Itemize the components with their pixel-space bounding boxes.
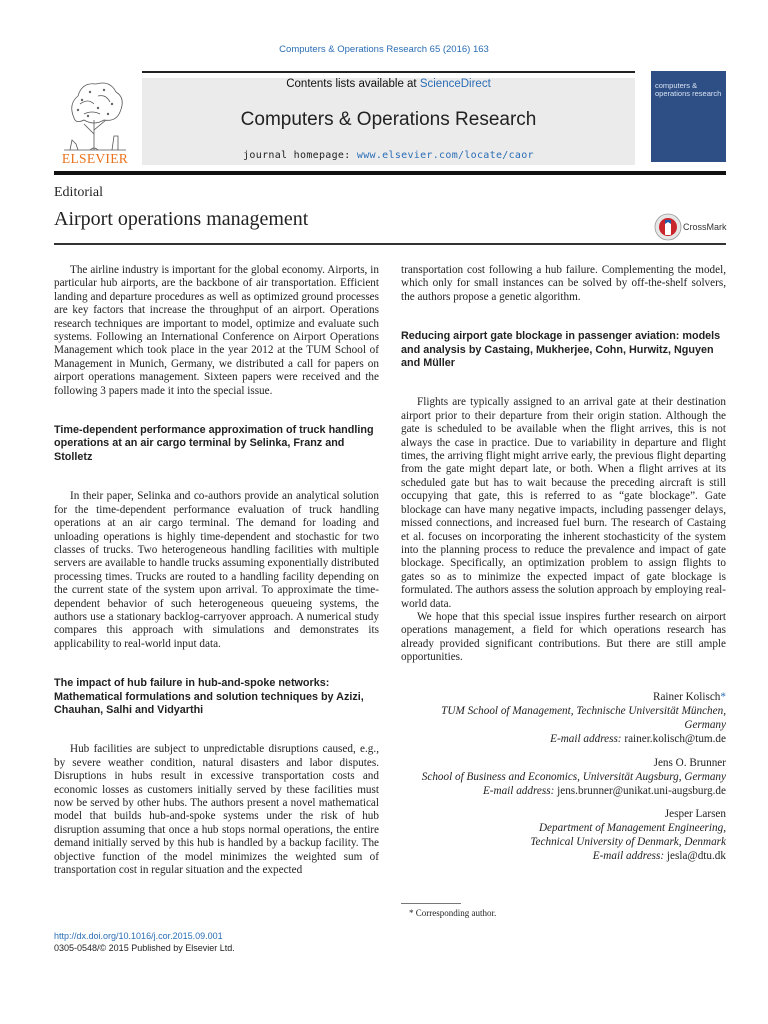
author-affiliation-country: Technical University of Denmark, Denmark <box>530 836 726 848</box>
section-heading-hub-failure: The impact of hub failure in hub-and-spoke networks: Mathematical formulations and solution techniques by Azizi, Chauhan, Salhi and Vidyarthi <box>54 677 364 716</box>
signature-larsen <box>401 807 726 863</box>
closing-paragraph: We hope that this special issue inspires further research on airport operations management, a field for which operations research has already provided significant contributions. But there are still ample opportunities. <box>401 610 726 664</box>
contents-line <box>142 78 635 90</box>
journal-name: Computers & Operations Research <box>240 109 537 130</box>
author-name: Jesper Larsen <box>664 808 726 820</box>
left-column <box>54 264 379 877</box>
author-email[interactable]: jesla@dtu.dk <box>666 850 726 862</box>
doi-link[interactable]: http://dx.doi.org/10.1016/j.cor.2015.09.001 <box>54 931 223 941</box>
contents-prefix: Contents lists available at <box>286 78 420 90</box>
right-column <box>401 264 726 665</box>
section-heading-gate-blockage: Reducing airport gate blockage in passenger aviation: models and analysis by Castaing, Mukherjee, Cohn, Hurwitz, Nguyen and Müller <box>401 330 721 370</box>
journal-homepage <box>142 150 635 161</box>
intro-paragraph: The airline industry is important for the global economy. Airports, in particular hub airports, are the backbone of air transportation. Efficient landing and departure procedures as well as optimized ground processes are key factors that increase the throughput of an airport. Operations research techniques are important to model, optimize and evaluate such systems. Following an International Conference on Airport Operations Management which took place in the year 2012 at the TUM School of Management in Munich, Germany, we distributed a call for papers on airport operations management. Sixteen papers were received and the following 3 papers made it into the special issue. <box>54 264 379 397</box>
title-rule <box>54 243 726 245</box>
journal-cover-title: computers & operations research <box>655 81 722 98</box>
author-email[interactable]: rainer.kolisch@tum.de <box>624 733 726 745</box>
author-email[interactable]: jens.brunner@unikat.uni-augsburg.de <box>557 785 726 797</box>
section-text-gate-blockage: Flights are typically assigned to an arrival gate at their destination airport prior to their departure from their origin station. Although the gate is scheduled to be available when the flight arrives, this is not always the case in practice. Due to variability in departure and flight times, the arriving flight might arrive early, the previous flight departing from the gate might depart late, or both. When a flight arrives at its scheduled gate but has to wait because the preceding aircraft is still occupying that gate, this is referred to as “gate blockage”. Gate blockage can have many negative impacts, including passenger delays, missed connections, and increased fuel burn. The research of Castaing et al. focuses on incorporating the inherent stochasticity of the system into the planning process to reduce the prevalence and impact of gate blockage. Specifically, an optimization problem to assign flights to gates so as to minimize the expected impact of gate blockage is formulated. The authors assess the solution approach by employing real-world data. <box>401 396 726 610</box>
issn-copyright: 0305-0548/© 2015 Published by Elsevier Ltd. <box>54 943 235 953</box>
email-label: E-mail address: <box>550 733 622 745</box>
section-text-hub-failure: Hub facilities are subject to unpredictable disruptions caused, e.g., by severe weather condition, natural disasters and labor disputes. Disruptions in hubs result in excessive transportation costs and economic losses as customers initially served by these facilities must now be served by other hubs. The authors present a novel mathematical model that builds hub-and-spoke systems under the risk of hub disruption assuming that once a hub stops normal operations, the entire demand initially served by this hub is handled by a backup facility. The objective function of the model minimizes the weighted sum of transportation cost in regular situation and the expected <box>54 743 379 877</box>
homepage-prefix: journal homepage: <box>243 150 357 161</box>
sciencedirect-link[interactable]: ScienceDirect <box>419 78 491 90</box>
author-affiliation: Department of Management Engineering, <box>538 822 726 834</box>
email-label: E-mail address: <box>592 850 665 862</box>
author-name: Jens O. Brunner <box>653 757 726 769</box>
elsevier-wordmark: ELSEVIER <box>61 151 129 166</box>
journal-citation[interactable]: Computers & Operations Research 65 (2016) 163 <box>279 44 489 55</box>
signature-brunner <box>401 756 726 798</box>
crossmark-label[interactable]: CrossMark <box>683 222 727 232</box>
article-title: Airport operations management <box>54 208 309 230</box>
author-name: Rainer Kolisch <box>652 691 721 703</box>
section-heading-truck-handling: Time-dependent performance approximation of truck handling operations at an air cargo terminal by Selinka, Franz and Stolletz <box>54 424 374 463</box>
corresponding-author-footnote: * Corresponding author. <box>409 908 497 918</box>
header-bottom-rule <box>54 171 726 175</box>
header-top-rule <box>142 71 635 73</box>
article-type: Editorial <box>54 185 103 200</box>
author-affiliation: TUM School of Management, Technische Universität München, <box>441 705 726 717</box>
email-label: E-mail address: <box>482 785 555 797</box>
author-affiliation: School of Business and Economics, Universität Augsburg, Germany <box>421 771 726 783</box>
corresponding-author-marker[interactable]: * <box>720 691 726 703</box>
section-text-hub-failure-continued: transportation cost following a hub failure. Complementing the model, which only for small instances can be solved by off-the-shelf solvers, the authors propose a genetic algorithm. <box>401 264 726 303</box>
section-text-truck-handling: In their paper, Selinka and co-authors provide an analytical solution for the time-dependent performance evaluation of truck handling operations at an air cargo terminal. The demand for loading and unloading operations is highly time-dependent and stochastic for two classes of trucks. Two heterogeneous handling facilities with multiple servers are available to handle trucks assuming exponentially distributed processing times. Trucks are routed to a handling facility depending on the current state of the system upon arrival. To approximate the time-dependent behavior of such heterogeneous queueing systems, the authors use a stationary backlog-carryover approach. A numerical study compares this approach with simulations and demonstrates its applicability to real-world input data. <box>54 490 379 650</box>
author-affiliation-country: Germany <box>684 719 726 731</box>
homepage-link[interactable]: www.elsevier.com/locate/caor <box>356 150 534 161</box>
footnote-rule <box>401 903 461 904</box>
signature-kolisch <box>401 690 726 746</box>
